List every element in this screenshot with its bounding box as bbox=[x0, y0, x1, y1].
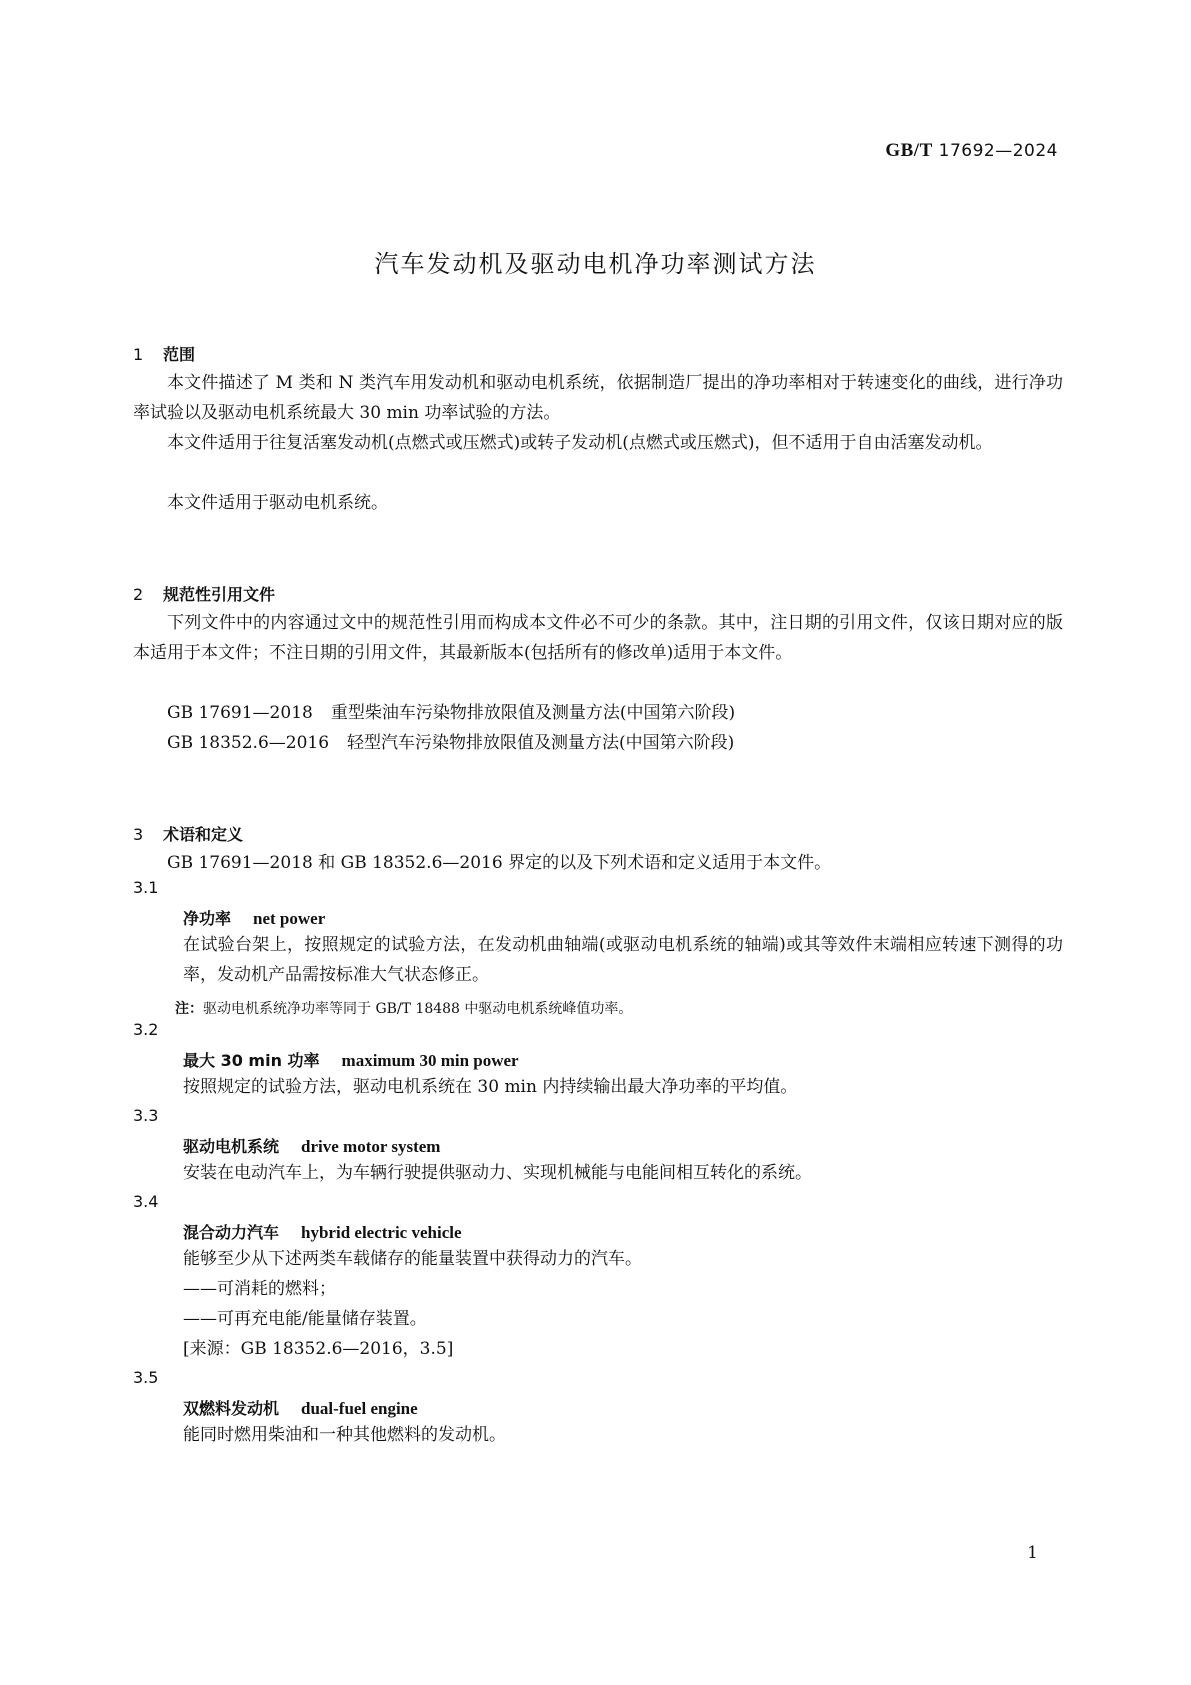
reference-title: 轻型汽车污染物排放限值及测量方法(中国第六阶段) bbox=[347, 733, 735, 753]
term-zh: 最大 30 min 功率 bbox=[183, 1051, 320, 1070]
section-number: 1 bbox=[133, 345, 144, 364]
section-number: 2 bbox=[133, 585, 144, 604]
term-definition: 能够至少从下述两类车载储存的能量装置中获得动力的汽车。 bbox=[183, 1249, 642, 1269]
standard-number: 17692—2024 bbox=[938, 141, 1058, 161]
note-text: 驱动电机系统净功率等同于 GB/T 18488 中驱动电机系统峰值功率。 bbox=[203, 1001, 633, 1017]
term-en: dual-fuel engine bbox=[301, 1399, 418, 1418]
reference-code: GB 17691—2018 bbox=[167, 703, 313, 723]
section-1-paragraph-1: 本文件描述了 M 类和 N 类汽车用发动机和驱动电机系统，依据制造厂提出的净功率相对于转速变化的曲线，进行净功率试验以及驱动电机系统最大 30 min 功率试验的方法。 bbox=[133, 373, 1063, 423]
term-zh: 双燃料发动机 bbox=[183, 1399, 280, 1418]
section-1-paragraph-2: 本文件适用于往复活塞发动机(点燃式或压燃式)或转子发动机(点燃式或压燃式)，但不适用于自由活塞发动机。 bbox=[167, 433, 993, 453]
term-definition: 能同时燃用柴油和一种其他燃料的发动机。 bbox=[183, 1425, 506, 1445]
term-en: maximum 30 min power bbox=[341, 1051, 519, 1070]
list-item: ——可消耗的燃料； bbox=[183, 1279, 336, 1299]
reference-item bbox=[167, 728, 734, 758]
standard-prefix: GB/T bbox=[885, 140, 933, 161]
term-heading bbox=[183, 1396, 418, 1419]
term-heading bbox=[183, 906, 325, 929]
term-note bbox=[175, 998, 632, 1018]
reference-item bbox=[167, 698, 735, 728]
term-definition: 安装在电动汽车上，为车辆行驶提供驱动力、实现机械能与电能间相互转化的系统。 bbox=[183, 1163, 812, 1183]
section-1-paragraph-3: 本文件适用于驱动电机系统。 bbox=[167, 493, 388, 513]
term-heading bbox=[183, 1134, 440, 1157]
section-number: 3 bbox=[133, 825, 144, 844]
term-en: hybrid electric vehicle bbox=[301, 1223, 462, 1242]
document-title: 汽车发动机及驱动电机净功率测试方法 bbox=[374, 250, 817, 278]
term-heading bbox=[183, 1220, 462, 1243]
section-2-paragraph-1: 下列文件中的内容通过文中的规范性引用而构成本文件必不可少的条款。其中，注日期的引用文件，仅该日期对应的版本适用于本文件；不注日期的引用文件，其最新版本(包括所有的修改单)适用于本文件。 bbox=[133, 613, 1063, 663]
section-2-heading bbox=[133, 582, 275, 605]
term-zh: 驱动电机系统 bbox=[183, 1137, 280, 1156]
clause-number: 3.1 bbox=[133, 878, 159, 897]
list-item: ——可再充电能/能量储存装置。 bbox=[183, 1309, 427, 1329]
clause-number: 3.2 bbox=[133, 1020, 159, 1039]
section-title: 术语和定义 bbox=[163, 825, 244, 844]
standard-code bbox=[885, 140, 1058, 162]
clause-number: 3.3 bbox=[133, 1106, 159, 1125]
note-label: 注： bbox=[175, 1001, 203, 1017]
term-zh: 混合动力汽车 bbox=[183, 1223, 280, 1242]
reference-title: 重型柴油车污染物排放限值及测量方法(中国第六阶段) bbox=[330, 703, 736, 723]
term-zh: 净功率 bbox=[183, 909, 232, 928]
section-title: 规范性引用文件 bbox=[163, 585, 276, 604]
section-3-heading bbox=[133, 822, 243, 845]
term-source: [来源：GB 18352.6—2016，3.5] bbox=[183, 1339, 454, 1359]
term-definition: 按照规定的试验方法，驱动电机系统在 30 min 内持续输出最大净功率的平均值。 bbox=[183, 1077, 798, 1097]
section-1-heading bbox=[133, 342, 195, 365]
clause-number: 3.4 bbox=[133, 1192, 159, 1211]
page-number: 1 bbox=[1027, 1543, 1038, 1563]
section-title: 范围 bbox=[163, 345, 196, 364]
term-heading bbox=[183, 1048, 519, 1071]
term-definition: 在试验台架上，按照规定的试验方法，在发动机曲轴端(或驱动电机系统的轴端)或其等效件末端相应转速下测得的功率，发动机产品需按标准大气状态修正。 bbox=[183, 935, 1063, 985]
reference-code: GB 18352.6—2016 bbox=[167, 733, 330, 753]
section-3-intro: GB 17691—2018 和 GB 18352.6—2016 界定的以及下列术语和定义适用于本文件。 bbox=[167, 853, 832, 873]
clause-number: 3.5 bbox=[133, 1368, 159, 1387]
term-en: drive motor system bbox=[301, 1137, 441, 1156]
term-en: net power bbox=[253, 909, 326, 928]
